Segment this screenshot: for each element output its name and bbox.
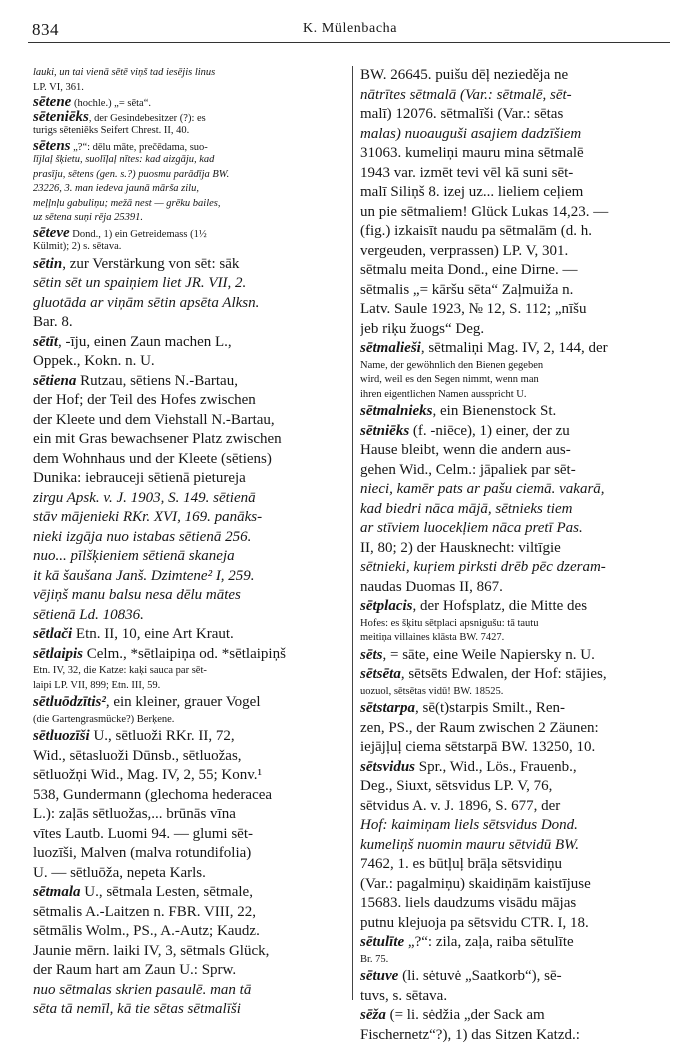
text-line: sētlači Etn. II, 10, eine Art Kraut. — [33, 625, 349, 645]
headword: sēteniēks — [33, 110, 89, 125]
headword: sētīt — [33, 334, 58, 350]
text-line: Etn. IV, 32, die Katze: kaķi sauca par sēt- — [33, 664, 349, 679]
text-line: sētluozīši U., sētluoži RKr. II, 72, — [33, 727, 349, 747]
headword: sētiena — [33, 373, 76, 389]
text-line: meļļnļu gabuliņu; mežā nest — grēku bailes, — [33, 197, 349, 212]
text-line: 1943 var. izmēt tevi vēl kā suni sēt- — [360, 164, 676, 184]
text-line: kumeliņš nuomin mauru sētvidū BW. — [360, 836, 676, 856]
text-line: meitiņa villaines klāsta BW. 7427. — [360, 631, 676, 646]
text-line: sētniēks (f. -niēce), 1) einer, der zu — [360, 422, 676, 442]
text-line: (fig.) izkaisīt naudu pa sētmalām (d. h. — [360, 222, 676, 242]
text-line: un pie sētmaliem! Glück Lukas 14,23. — — [360, 203, 676, 223]
text-line: sēža (= li. sėdžia „der Sack am — [360, 1006, 676, 1026]
text-line: sētmalis „= kāršu sēta“ Zaļmuiža n. — [360, 281, 676, 301]
text-line: sētmalis A.-Laitzen n. FBR. VIII, 22, — [33, 903, 349, 923]
headword: sēža — [360, 1007, 386, 1023]
text-line: sētmalnieks, ein Bienenstock St. — [360, 402, 676, 422]
running-title: K. Mülenbacha — [32, 21, 668, 37]
text-line: malas) nuoauguši asajiem dadzīšiem — [360, 125, 676, 145]
headword: sētsēta — [360, 666, 401, 682]
text-line: Külmit); 2) s. sētava. — [33, 240, 349, 255]
text-line: sēteve Dond., 1) ein Getreidemass (1½ — [33, 226, 349, 241]
text-line: nuo... pīlšķieniem sētienā skaneja — [33, 547, 349, 567]
text-line: sētmālis Wolm., PS., A.-Autz; Kaudz. — [33, 922, 349, 942]
headword: sētene — [33, 95, 71, 110]
text-line: Deg., Siuxt, sētsvidus LP. V, 76, — [360, 777, 676, 797]
text-line: Jaunie mērn. laiki IV, 3, sētmals Glück, — [33, 942, 349, 962]
text-line: ar stīviem luocekļiem nāca pretī Pas. — [360, 519, 676, 539]
text-line: Br. 75. — [360, 953, 676, 968]
text-line: gehen Wid., Celm.: jāpaliek par sēt- — [360, 461, 676, 481]
text-line: sētulīte „?“: zila, zaļa, raiba sētulīte — [360, 933, 676, 953]
text-line: gluotāda ar viņām sētin apsēta Alksn. — [33, 294, 349, 314]
text-line: sētplacis, der Hofsplatz, die Mitte des — [360, 597, 676, 617]
text-line: naudas Duomas II, 867. — [360, 578, 676, 598]
headword: sētniēks — [360, 423, 409, 439]
text-line: Oppek., Kokn. n. U. — [33, 352, 349, 372]
text-line: sētstarpa, sē(t)starpis Smilt., Ren- — [360, 699, 676, 719]
text-line: 23226, 3. man iedeva jaunā mārša zilu, — [33, 182, 349, 197]
left-column — [33, 66, 349, 1020]
text-line: Latv. Saule 1923, № 12, S. 112; „nīšu — [360, 300, 676, 320]
text-line: sētienā Ld. 10836. — [33, 606, 349, 626]
text-line: sētmalu meita Dond., eine Dirne. — — [360, 261, 676, 281]
text-line: (Var.: pagalmiņu) skaidiņām kaistījuse — [360, 875, 676, 895]
headword: sētstarpa — [360, 700, 415, 716]
text-line: it kā šaušana Janš. Dzimtene² I, 259. — [33, 567, 349, 587]
text-line: turigs sēteniēks Seifert Chrest. II, 40. — [33, 124, 349, 139]
text-line: putnu klejuoja pa sētsvidu CTR. I, 18. — [360, 914, 676, 934]
text-line: kad biedri nāca mājā, sētnieks tiem — [360, 500, 676, 520]
headword: sētmalnieks — [360, 403, 433, 419]
text-line: uozuol, sētsētas vidū! BW. 18525. — [360, 685, 676, 700]
text-line: 538, Gundermann (glechoma hederacea — [33, 786, 349, 806]
headword: sētuve — [360, 968, 398, 984]
text-line: sētluōdzītis², ein kleiner, grauer Vogel — [33, 693, 349, 713]
text-line: L.): zaļās sētluožas,... brūnās vīna — [33, 805, 349, 825]
text-line: (die Gartengrasmücke?) Berķene. — [33, 713, 349, 728]
headword: sētsvidus — [360, 759, 415, 775]
text-line: 31063. kumeliņi mauru mina sētmalē — [360, 144, 676, 164]
text-line: tuvs, s. sētava. — [360, 987, 676, 1007]
text-line: sētīt, -īju, einen Zaun machen L., — [33, 333, 349, 353]
text-line: LP. VI, 361. — [33, 81, 349, 96]
text-line: nuo sētmalas skrien pasaulē. man tā — [33, 981, 349, 1001]
headword: sētin — [33, 256, 62, 272]
headword: sētplacis — [360, 598, 413, 614]
text-line: sētmala U., sētmala Lesten, sētmale, — [33, 883, 349, 903]
text-line: luozīši, Malven (malva rotundifolia) — [33, 844, 349, 864]
headword: sētulīte — [360, 934, 404, 950]
text-line: malī) 12076. sētmalīši (Var.: sētas — [360, 105, 676, 125]
text-line: Bar. 8. — [33, 313, 349, 333]
text-line: U. — sētluōža, nepeta Karls. — [33, 864, 349, 884]
text-line: Wid., sētasluoži Dūnsb., sētluožas, — [33, 747, 349, 767]
text-line: stāv mājenieki RKr. XVI, 169. panāks- — [33, 508, 349, 528]
text-line: sētiena Rutzau, sētiens N.-Bartau, — [33, 372, 349, 392]
text-line: sētsēta, sētsēts Edwalen, der Hof: stājies, — [360, 665, 676, 685]
text-line: sēta tā nemīl, kā tie sētas sētmalīši — [33, 1000, 349, 1020]
text-line: nieki izgāja nuo istabas sētienā 256. — [33, 528, 349, 548]
text-line: laipi LP. VII, 899; Etn. III, 59. — [33, 679, 349, 694]
page-number: 834 — [32, 20, 59, 40]
text-line: Hofes: es šķitu sētplaci apsnigušu: tā tautu — [360, 617, 676, 632]
text-line: Hause bleibt, wenn die andern aus- — [360, 441, 676, 461]
text-line: sētsvidus Spr., Wid., Lös., Frauenb., — [360, 758, 676, 778]
right-column — [360, 66, 676, 1045]
text-line: vējiņš manu balsu nesa dēlu mātes — [33, 586, 349, 606]
text-line: zen, PS., der Raum zwischen 2 Zäunen: — [360, 719, 676, 739]
text-line: vītes Lautb. Luomi 94. — glumi sēt- — [33, 825, 349, 845]
text-line: Hof: kaimiņam liels sētsvidus Dond. — [360, 816, 676, 836]
text-line: zirgu Apsk. v. J. 1903, S. 149. sētienā — [33, 489, 349, 509]
headword: sētmalieši — [360, 340, 421, 356]
text-line: 7462, 1. es būtļuļ brāļa sētsvidiņu — [360, 855, 676, 875]
text-line: iejājļuļ ciema sētstarpā BW. 13250, 10. — [360, 738, 676, 758]
text-line: sētin, zur Verstärkung von sēt: sāk — [33, 255, 349, 275]
text-line: sēteniēks, der Gesindebesitzer (?): es — [33, 110, 349, 125]
page-header — [32, 20, 668, 42]
text-line: Fischernetz“?), 1) das Sitzen Katzd.: — [360, 1026, 676, 1045]
text-line: ihren eigentlichen Namen ausspricht U. — [360, 388, 676, 403]
text-line: uz sētena suņi rēja 25391. — [33, 211, 349, 226]
headword: sētens — [33, 139, 71, 154]
text-line: wird, weil es den Segen nimmt, wenn man — [360, 373, 676, 388]
header-rule — [28, 42, 670, 43]
headword: sētluōdzītis² — [33, 694, 106, 710]
column-divider — [352, 66, 353, 1000]
text-line: der Kleete und dem Viehstall N.-Bartau, — [33, 411, 349, 431]
text-line: nieci, kamēr pats ar pašu ciemā. vakarā, — [360, 480, 676, 500]
text-line: sētene (hochle.) „= sēta“. — [33, 95, 349, 110]
text-line: lauki, un tai vienā sētē viņš tad iesējis linus — [33, 66, 349, 81]
text-line: prasīju, sētens (gen. s.?) puosmu parādīja BW. — [33, 168, 349, 183]
headword: sētluozīši — [33, 728, 90, 744]
headword: sēts — [360, 647, 383, 663]
text-line: sēts, = sāte, eine Weile Napiersky n. U. — [360, 646, 676, 666]
text-line: sētvidus A. v. J. 1896, S. 677, der — [360, 797, 676, 817]
text-line: dem Wohnhaus und der Kleete (sētiens) — [33, 450, 349, 470]
text-line: der Hof; der Teil des Hofes zwischen — [33, 391, 349, 411]
text-line: nātrītes sētmalā (Var.: sētmalē, sēt- — [360, 86, 676, 106]
text-line: lījlaļ šķietu, suolīļaļ nītes: kad aizgāju, kad — [33, 153, 349, 168]
text-line: sētnieki, kuŗiem pirksti drēb pēc dzeram- — [360, 558, 676, 578]
text-line: malī Siliņš 8. izej uz... lieliem ceļiem — [360, 183, 676, 203]
headword: sēteve — [33, 226, 70, 241]
text-line: sētmalieši, sētmaliņi Mag. IV, 2, 144, der — [360, 339, 676, 359]
text-line: jeb riķu žuogs“ Deg. — [360, 320, 676, 340]
text-line: der Raum hart am Zaun U.: Sprw. — [33, 961, 349, 981]
headword: sētlaipis — [33, 646, 83, 662]
text-line: sētluožņi Wid., Mag. IV, 2, 55; Konv.¹ — [33, 766, 349, 786]
text-line: sētin sēt un spaiņiem liet JR. VII, 2. — [33, 274, 349, 294]
text-line: 15683. liels daudzums visādu mājas — [360, 894, 676, 914]
text-line: Dunika: iebrauceji sētienā pietureja — [33, 469, 349, 489]
text-line: Name, der gewöhnlich den Bienen gegeben — [360, 359, 676, 374]
text-line: ein mit Gras bewachsener Platz zwischen — [33, 430, 349, 450]
text-line: BW. 26645. puišu dēļ nezieděja ne — [360, 66, 676, 86]
text-line: sētuve (li. sėtuvė „Saatkorb“), sē- — [360, 967, 676, 987]
text-line: sētlaipis Celm., *sētlaipiņa od. *sētlaipiņš — [33, 645, 349, 665]
text-line: vergeuden, verprassen) LP. V, 301. — [360, 242, 676, 262]
text-line: II, 80; 2) der Hausknecht: viltīgie — [360, 539, 676, 559]
headword: sētmala — [33, 884, 81, 900]
text-line: sētens „?“: dēlu māte, prečēdama, suo- — [33, 139, 349, 154]
headword: sētlači — [33, 626, 72, 642]
